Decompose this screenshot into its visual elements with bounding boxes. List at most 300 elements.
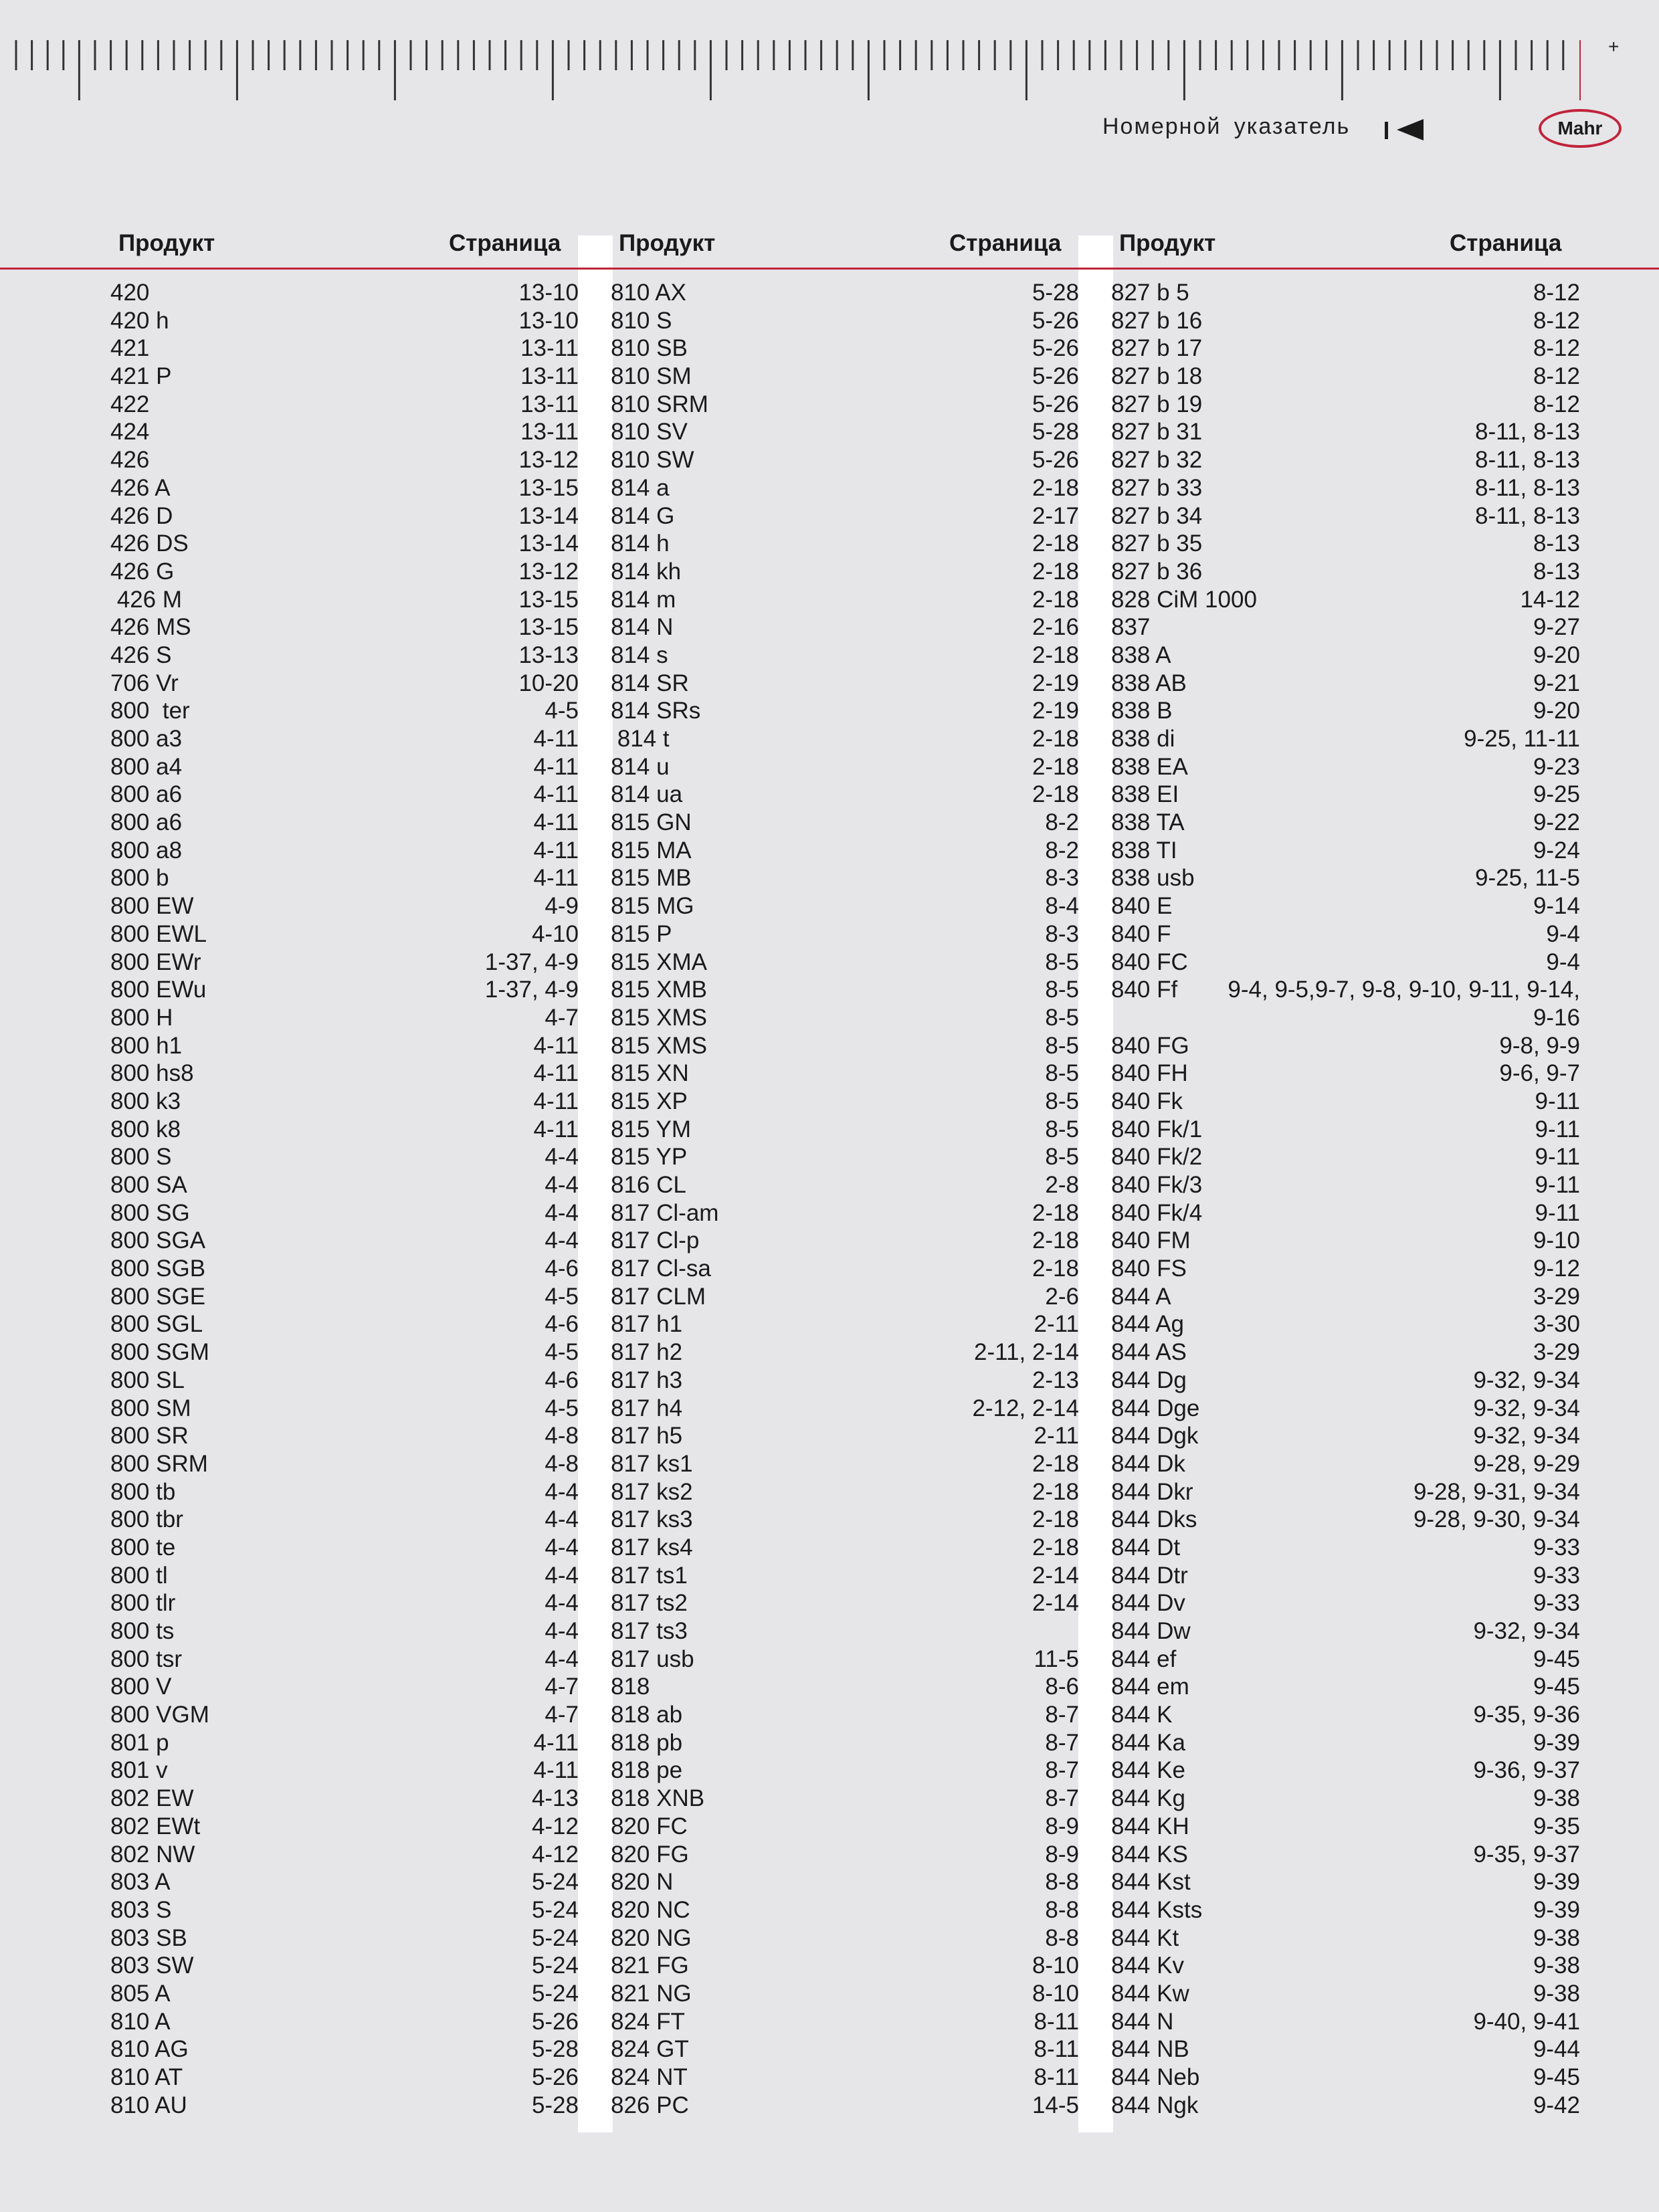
page-reference: 9-32, 9-34 xyxy=(1473,1367,1580,1393)
page-reference: 13-11 xyxy=(520,335,579,362)
page-reference: 4-7 xyxy=(545,1674,579,1700)
page-reference: 13-15 xyxy=(518,586,579,613)
product-code: 827 b 31 xyxy=(1111,419,1203,445)
product-code: 810 AT xyxy=(110,2064,183,2090)
page-reference: 5-28 xyxy=(531,2092,579,2118)
index-row xyxy=(1111,1617,1580,1645)
index-row xyxy=(110,1562,579,1590)
product-code: 844 N xyxy=(1111,2008,1174,2035)
page-reference: 5-24 xyxy=(531,1924,579,1951)
product-code: 844 KS xyxy=(1111,1841,1188,1868)
page-reference: 9-39 xyxy=(1533,1729,1580,1756)
index-row xyxy=(1111,976,1580,1004)
product-code: 840 FC xyxy=(1111,948,1188,975)
page-reference: 8-3 xyxy=(1045,920,1079,947)
product-code: 817 Cl-p xyxy=(611,1227,700,1254)
page-reference: 10-20 xyxy=(518,670,579,696)
page-reference: 2-11, 2-14 xyxy=(974,1339,1079,1366)
page-reference: 4-4 xyxy=(545,1506,579,1533)
page-reference: 8-7 xyxy=(1045,1729,1079,1756)
product-code: 420 h xyxy=(110,307,169,334)
index-row xyxy=(110,1673,579,1701)
page-reference: 4-5 xyxy=(545,1339,579,1366)
product-code: 814 SR xyxy=(611,670,689,696)
product-code: 426 A xyxy=(110,474,171,501)
col3-page-header: Страница xyxy=(1450,230,1562,256)
index-row xyxy=(1111,334,1580,363)
index-row xyxy=(110,641,579,670)
col1-page-header: Страница xyxy=(449,230,561,256)
product-code: 844 em xyxy=(1111,1674,1189,1700)
index-row xyxy=(1111,1785,1580,1813)
index-row xyxy=(611,1729,1079,1757)
index-row xyxy=(1111,558,1580,586)
index-row xyxy=(611,1004,1079,1032)
page-reference: 13-14 xyxy=(518,502,579,529)
page-reference: 9-28, 9-31, 9-34 xyxy=(1413,1478,1580,1505)
product-code: 810 AX xyxy=(611,280,686,306)
product-code: 810 A xyxy=(110,2008,171,2035)
product-code: 800 EWL xyxy=(110,920,207,947)
product-code: 800 SA xyxy=(110,1172,187,1198)
column-gutter xyxy=(578,235,613,2132)
page-reference: 2-18 xyxy=(1032,530,1079,557)
page-reference: 9-32, 9-34 xyxy=(1473,1423,1580,1449)
page-reference: 5-24 xyxy=(531,1952,579,1979)
product-code: 844 Dkr xyxy=(1111,1478,1193,1505)
page-reference: 4-4 xyxy=(545,1534,579,1561)
page-reference: 8-8 xyxy=(1045,1896,1079,1923)
page-reference: 8-5 xyxy=(1045,977,1079,1003)
product-code: 803 A xyxy=(110,1869,171,1896)
index-row xyxy=(110,1338,579,1367)
index-row xyxy=(1111,586,1580,614)
page-reference: 8-5 xyxy=(1045,1032,1079,1059)
product-code: 824 GT xyxy=(611,2036,689,2063)
index-row xyxy=(110,697,579,725)
product-code: 817 h1 xyxy=(611,1311,683,1338)
page-reference: 8-5 xyxy=(1045,1144,1079,1171)
index-row xyxy=(611,1785,1079,1813)
product-code: 800 SGA xyxy=(110,1227,206,1254)
product-code: 840 Fk/1 xyxy=(1111,1116,1203,1142)
product-code: 820 NG xyxy=(611,1924,692,1951)
product-code: 844 Dgk xyxy=(1111,1423,1199,1449)
product-code: 800 a6 xyxy=(110,781,183,808)
page-reference: 3-30 xyxy=(1533,1311,1580,1338)
product-code: 810 SB xyxy=(611,335,688,362)
col2-product-header: Продукт xyxy=(619,230,716,256)
product-code: 838 EA xyxy=(1111,753,1188,780)
index-row xyxy=(110,1367,579,1395)
page-reference: 1-37, 4-9 xyxy=(484,977,579,1003)
page-reference: 13-13 xyxy=(518,641,579,668)
product-code: 801 p xyxy=(110,1729,169,1756)
index-row xyxy=(110,1032,579,1060)
index-row xyxy=(611,1450,1079,1478)
page-reference: 8-9 xyxy=(1045,1813,1079,1839)
index-row xyxy=(1111,2035,1580,2064)
left-arrow-icon xyxy=(1383,116,1426,143)
page-reference: 8-11 xyxy=(1034,2008,1079,2035)
index-row xyxy=(611,307,1079,335)
index-row xyxy=(110,1617,579,1645)
product-code: 800 S xyxy=(110,1144,172,1171)
page-reference: 2-18 xyxy=(1032,641,1079,668)
product-code: 814 a xyxy=(611,474,670,501)
page-reference: 4-12 xyxy=(531,1813,579,1839)
index-row xyxy=(1111,864,1580,892)
product-code: 817 Cl-sa xyxy=(611,1255,711,1282)
product-code: 844 NB xyxy=(1111,2036,1189,2063)
product-code: 422 xyxy=(110,391,150,417)
page-reference: 9-44 xyxy=(1533,2036,1580,2063)
product-code: 815 YM xyxy=(611,1116,691,1142)
product-code: 800 te xyxy=(110,1534,176,1561)
page-reference: 9-33 xyxy=(1533,1534,1580,1561)
product-code: 815 XMS xyxy=(611,1032,707,1059)
index-row xyxy=(611,1841,1079,1869)
page-reference: 4-11 xyxy=(533,1757,579,1784)
product-code: 800 tb xyxy=(110,1478,176,1505)
product-code: 818 XNB xyxy=(611,1785,705,1812)
page-reference: 9-33 xyxy=(1533,1562,1580,1589)
index-row xyxy=(110,307,579,335)
index-row xyxy=(110,586,579,614)
page-reference: 4-4 xyxy=(545,1227,579,1254)
index-row xyxy=(110,1896,579,1924)
page-reference: 9-14 xyxy=(1533,893,1580,920)
page-reference: 9-12 xyxy=(1533,1255,1580,1282)
page-reference: 4-11 xyxy=(533,1060,579,1087)
product-code: 817 h5 xyxy=(611,1423,683,1449)
page-reference: 8-12 xyxy=(1533,280,1580,306)
product-code: 426 DS xyxy=(110,530,189,557)
page-reference: 2-18 xyxy=(1032,1199,1079,1226)
page-reference: 4-11 xyxy=(533,809,579,836)
product-code: 814 SRs xyxy=(611,698,701,724)
top-ruler xyxy=(0,0,1659,114)
product-code: 800 k8 xyxy=(110,1116,181,1142)
index-row xyxy=(611,1227,1079,1255)
product-code: 827 b 5 xyxy=(1111,280,1189,306)
page-reference: 8-2 xyxy=(1045,837,1079,864)
page-reference: 13-11 xyxy=(520,419,579,445)
index-row xyxy=(1111,1729,1580,1757)
page-reference: 9-33 xyxy=(1533,1590,1580,1617)
product-code: 421 P xyxy=(110,363,172,390)
product-code: 800 hs8 xyxy=(110,1060,194,1087)
index-row xyxy=(110,279,579,307)
product-code: 844 ef xyxy=(1111,1645,1177,1672)
product-code: 817 h3 xyxy=(611,1367,683,1393)
page-reference: 13-15 xyxy=(518,474,579,501)
product-code: 844 Neb xyxy=(1111,2064,1200,2090)
index-row xyxy=(110,1310,579,1338)
product-code: 838 usb xyxy=(1111,865,1195,892)
product-code: 844 Dtr xyxy=(1111,1562,1188,1589)
index-row xyxy=(110,1952,579,1980)
page-reference: 9-38 xyxy=(1533,1924,1580,1951)
page-reference: 2-16 xyxy=(1032,614,1079,641)
index-row xyxy=(611,1952,1079,1980)
page-reference: 4-11 xyxy=(533,865,579,892)
page-reference: 8-13 xyxy=(1533,530,1580,557)
page-reference: 5-26 xyxy=(531,2064,579,2090)
product-code: 844 Ke xyxy=(1111,1757,1185,1784)
product-code: 800 tl xyxy=(110,1562,168,1589)
page-reference: 9-35, 9-37 xyxy=(1473,1841,1580,1868)
index-row xyxy=(611,1283,1079,1311)
page-reference: 4-13 xyxy=(531,1785,579,1812)
index-row xyxy=(1111,1896,1580,1924)
index-row xyxy=(110,1868,579,1896)
index-row xyxy=(1111,2008,1580,2036)
product-code: 838 A xyxy=(1111,641,1171,668)
index-row xyxy=(611,1534,1079,1562)
index-row xyxy=(611,1478,1079,1506)
plus-mark: + xyxy=(1608,36,1620,57)
page-reference: 9-4, 9-5,9-7, 9-8, 9-10, 9-11, 9-14, xyxy=(1228,977,1580,1003)
index-row xyxy=(110,1143,579,1171)
page-reference: 8-8 xyxy=(1045,1924,1079,1951)
page-reference: 8-12 xyxy=(1533,335,1580,362)
product-code: 844 Ka xyxy=(1111,1729,1185,1756)
product-code: 844 Ngk xyxy=(1111,2092,1199,2118)
page-reference: 2-14 xyxy=(1032,1562,1079,1589)
index-row xyxy=(611,837,1079,865)
index-row xyxy=(1111,1338,1580,1367)
index-row xyxy=(1111,920,1580,948)
product-code: 800 EWr xyxy=(110,948,201,975)
product-code: 844 A xyxy=(1111,1283,1171,1310)
index-row xyxy=(110,1813,579,1841)
page-reference: 2-8 xyxy=(1045,1172,1079,1198)
product-code: 820 FC xyxy=(611,1813,688,1839)
index-row xyxy=(1111,613,1580,641)
product-code: 837 xyxy=(1111,614,1151,641)
page-reference: 8-2 xyxy=(1045,809,1079,836)
index-row xyxy=(1111,1032,1580,1060)
index-row xyxy=(110,1841,579,1869)
col3-product-header: Продукт xyxy=(1119,230,1216,256)
index-row xyxy=(611,391,1079,419)
product-code: 827 b 33 xyxy=(1111,474,1203,501)
index-row xyxy=(1111,781,1580,809)
index-row xyxy=(110,418,579,446)
page-reference: 3-29 xyxy=(1533,1283,1580,1310)
page-reference: 13-15 xyxy=(518,614,579,641)
index-row xyxy=(611,1422,1079,1450)
index-row xyxy=(1111,837,1580,865)
page-reference: 4-8 xyxy=(545,1423,579,1449)
product-code: 840 Fk/4 xyxy=(1111,1199,1203,1226)
product-code: 426 xyxy=(110,447,150,474)
index-row xyxy=(110,1980,579,2008)
index-row xyxy=(1111,892,1580,920)
product-code: 817 ks4 xyxy=(611,1534,693,1561)
index-row xyxy=(611,530,1079,558)
index-row xyxy=(611,976,1079,1004)
index-row xyxy=(611,1506,1079,1534)
page-reference: 8-7 xyxy=(1045,1702,1079,1728)
index-row xyxy=(611,558,1079,586)
page-reference: 9-27 xyxy=(1533,614,1580,641)
index-row xyxy=(611,1171,1079,1199)
product-code: 817 CLM xyxy=(611,1283,706,1310)
product-code: 810 SW xyxy=(611,447,694,474)
page-reference: 4-5 xyxy=(545,1395,579,1421)
col1-product-header: Продукт xyxy=(118,230,215,256)
product-code: 800 H xyxy=(110,1004,173,1031)
index-row xyxy=(611,1088,1079,1116)
index-column-2 xyxy=(611,279,1079,2119)
page-reference: 8-9 xyxy=(1045,1841,1079,1868)
page-reference: 4-6 xyxy=(545,1255,579,1282)
index-row xyxy=(611,1924,1079,1952)
product-code: 817 ts1 xyxy=(611,1562,688,1589)
index-row xyxy=(110,613,579,641)
page-reference: 2-14 xyxy=(1032,1590,1079,1617)
page-reference: 1-37, 4-9 xyxy=(484,948,579,975)
page-reference: 2-18 xyxy=(1032,1227,1079,1254)
index-row xyxy=(611,613,1079,641)
index-row xyxy=(110,1506,579,1534)
page-reference: 4-11 xyxy=(533,1116,579,1142)
product-code: 803 S xyxy=(110,1896,172,1923)
page-reference: 9-35, 9-36 xyxy=(1473,1702,1580,1728)
page-reference: 9-24 xyxy=(1533,837,1580,864)
page-reference: 8-12 xyxy=(1533,363,1580,390)
product-code: 838 TA xyxy=(1111,809,1185,836)
index-row xyxy=(110,1199,579,1227)
product-code: 814 m xyxy=(611,586,676,613)
index-row xyxy=(1111,809,1580,837)
product-code: 827 b 16 xyxy=(1111,307,1203,334)
page-reference: 9-32, 9-34 xyxy=(1473,1618,1580,1644)
page-reference: 2-18 xyxy=(1032,781,1079,808)
index-row xyxy=(110,753,579,781)
product-code: 817 ts3 xyxy=(611,1618,688,1644)
product-code: 800 SGE xyxy=(110,1283,206,1310)
page-reference: 2-11 xyxy=(1034,1311,1079,1338)
index-row xyxy=(110,1060,579,1088)
product-code: 800 EWu xyxy=(110,977,207,1003)
index-row xyxy=(1111,1478,1580,1506)
product-code: 844 K xyxy=(1111,1702,1173,1728)
page-reference: 8-5 xyxy=(1045,1116,1079,1142)
index-row xyxy=(611,781,1079,809)
page-reference: 9-40, 9-41 xyxy=(1473,2008,1580,2035)
index-row xyxy=(110,1701,579,1729)
product-code: 800 SL xyxy=(110,1367,185,1393)
product-code: 818 ab xyxy=(611,1702,683,1728)
page-reference: 8-11, 8-13 xyxy=(1475,502,1580,529)
page-reference: 2-17 xyxy=(1032,502,1079,529)
product-code: 840 Fk/3 xyxy=(1111,1172,1203,1198)
product-code: 800 SR xyxy=(110,1423,189,1449)
index-row xyxy=(110,558,579,586)
page-reference: 8-13 xyxy=(1533,558,1580,585)
index-row xyxy=(110,670,579,698)
page-reference: 13-10 xyxy=(518,280,579,306)
index-row xyxy=(611,1562,1079,1590)
page-reference: 4-6 xyxy=(545,1367,579,1393)
page-reference: 4-5 xyxy=(545,698,579,724)
product-code: 800 tlr xyxy=(110,1590,176,1617)
product-code: 815 MG xyxy=(611,893,694,920)
index-row xyxy=(110,334,579,363)
index-row xyxy=(1111,363,1580,391)
page-reference: 4-11 xyxy=(533,726,579,752)
page-reference: 9-11 xyxy=(1535,1144,1580,1171)
product-code: 800 k3 xyxy=(110,1088,181,1114)
page-reference: 2-13 xyxy=(1032,1367,1079,1393)
page-reference: 9-32, 9-34 xyxy=(1473,1395,1580,1421)
index-row xyxy=(110,446,579,474)
product-code: 818 xyxy=(611,1674,650,1700)
product-code: 815 XN xyxy=(611,1060,689,1087)
product-code: 810 SRM xyxy=(611,391,708,417)
page-reference: 9-38 xyxy=(1533,1952,1580,1979)
product-code: 814 G xyxy=(611,502,675,529)
index-row xyxy=(110,363,579,391)
product-code: 844 Dw xyxy=(1111,1618,1191,1644)
product-code: 817 h2 xyxy=(611,1339,683,1366)
index-row xyxy=(1111,530,1580,558)
page-reference: 5-28 xyxy=(1032,419,1079,445)
product-code: 844 AS xyxy=(1111,1339,1187,1366)
page-reference: 5-26 xyxy=(1032,391,1079,417)
product-code: 844 Kst xyxy=(1111,1869,1191,1896)
page-reference: 8-5 xyxy=(1045,948,1079,975)
product-code: 814 t xyxy=(611,726,670,752)
product-code: 815 XMA xyxy=(611,948,707,975)
index-row xyxy=(110,1116,579,1144)
index-row xyxy=(611,892,1079,920)
index-row xyxy=(110,2064,579,2092)
page-reference: 13-14 xyxy=(518,530,579,557)
product-code: 420 xyxy=(110,280,150,306)
page-reference: 4-4 xyxy=(545,1590,579,1617)
product-code: 426 M xyxy=(110,586,182,613)
product-code: 840 E xyxy=(1111,893,1173,920)
index-row xyxy=(110,1395,579,1423)
product-code: 815 MA xyxy=(611,837,692,864)
page-reference: 4-11 xyxy=(533,1729,579,1756)
page-reference: 4-4 xyxy=(545,1144,579,1171)
page-reference: 9-11 xyxy=(1535,1088,1580,1114)
page-reference: 4-10 xyxy=(531,920,579,947)
page-reference: 9-10 xyxy=(1533,1227,1580,1254)
index-row xyxy=(1111,1116,1580,1144)
index-row xyxy=(611,1645,1079,1674)
index-row xyxy=(611,670,1079,698)
product-code: 800 ts xyxy=(110,1618,175,1644)
product-code: 802 EWt xyxy=(110,1813,201,1839)
product-code: 817 ks3 xyxy=(611,1506,693,1533)
index-row xyxy=(1111,446,1580,474)
index-row xyxy=(611,1868,1079,1896)
page-reference: 13-11 xyxy=(520,391,579,417)
index-row xyxy=(611,2092,1079,2120)
index-row xyxy=(1111,418,1580,446)
page-reference: 9-6, 9-7 xyxy=(1499,1060,1580,1087)
product-code: 814 s xyxy=(611,641,668,668)
page-reference: 13-12 xyxy=(518,558,579,585)
product-code: 827 b 17 xyxy=(1111,335,1203,362)
page-reference: 9-39 xyxy=(1533,1896,1580,1923)
